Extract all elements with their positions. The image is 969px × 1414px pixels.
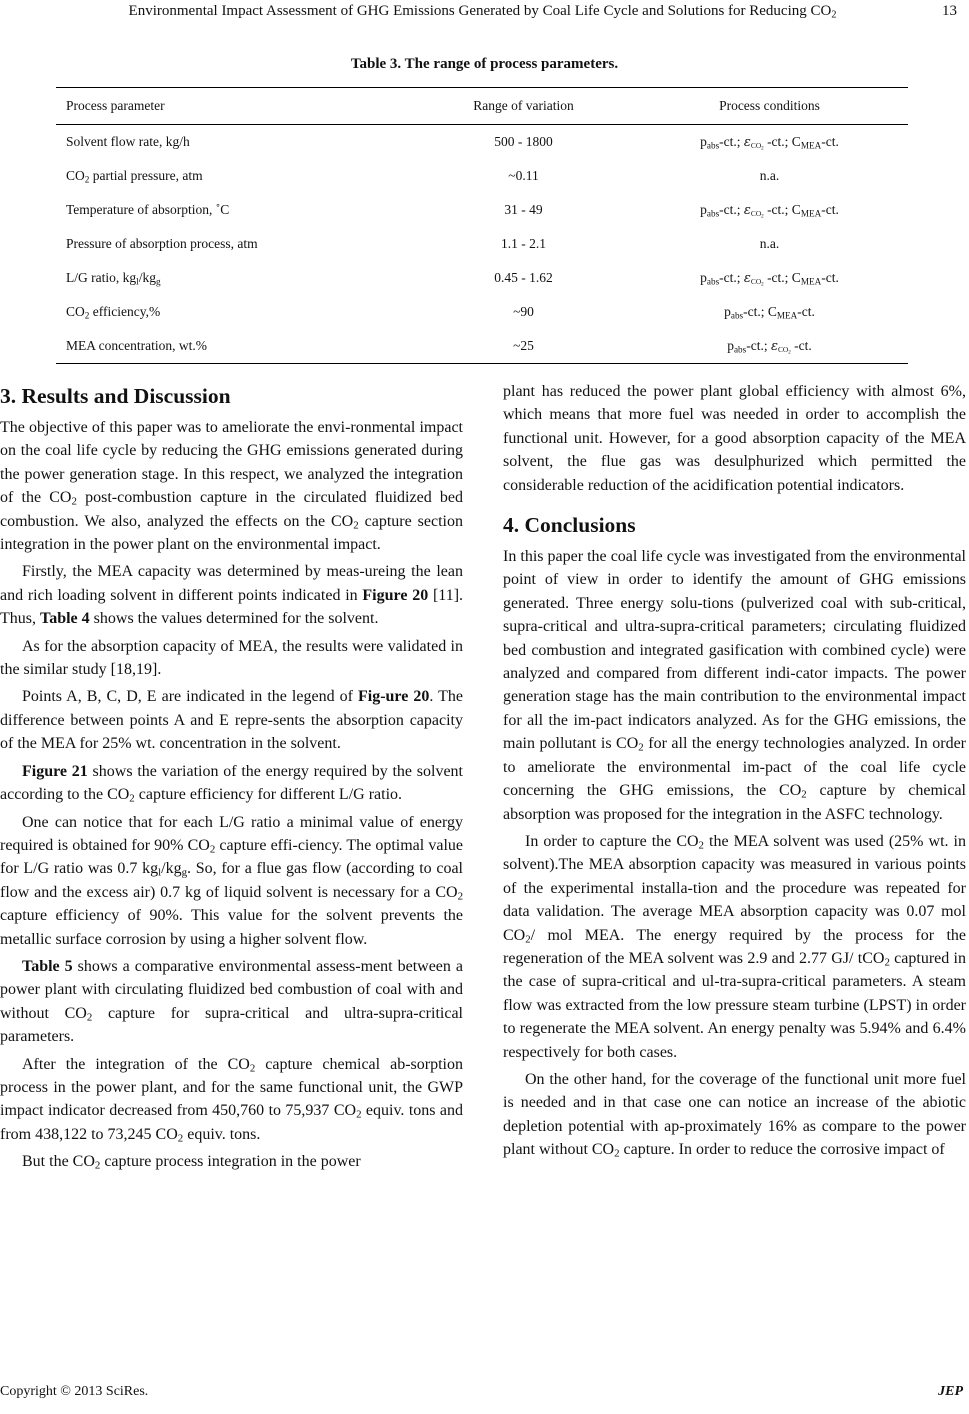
table-row xyxy=(56,193,908,227)
text-run: shows a comparative environmental assess-ment between a power plant with circulating fluidized bed combustion of coal with and without CO xyxy=(0,957,463,1022)
cell-parameter xyxy=(56,236,416,252)
cond-subscript: CO xyxy=(750,140,762,150)
body-paragraph xyxy=(0,635,463,682)
text-run: captured in the case of supra-critical and ul-tra-supra-critical parameters. A steam flow was extracted from the low pressure steam turbine (LPST) in order to regenerate the MEA solvent. An energy penalty was 5.94% and 6.4% respectively for both cases. xyxy=(503,949,966,1061)
cond-text: -ct.; C xyxy=(763,202,801,217)
text-run: . So, for a flue gas flow (according to coal flow and the excess air) 0.7 kg of liquid solvent is necessary for a CO xyxy=(0,860,464,901)
cond-subscript xyxy=(751,141,764,150)
param-subscript: l xyxy=(136,276,139,287)
cond-text: -ct.; xyxy=(719,270,744,285)
subscript: 2 xyxy=(249,1062,256,1075)
right-column xyxy=(503,380,966,1166)
process-parameters-table xyxy=(56,87,908,364)
text-run: . The difference between points A and E repre-sents the absorption capacity of the MEA for 25% wt. concentration in the solvent. xyxy=(0,688,463,753)
text-run: capture for supra-critical and ultra-supra-critical parameters. xyxy=(0,1004,463,1046)
subscript: l xyxy=(158,867,162,880)
cell-conditions xyxy=(631,236,908,252)
cond-text: p xyxy=(727,338,734,353)
epsilon-symbol: ε xyxy=(770,339,778,354)
cond-text: p xyxy=(700,134,707,149)
cond-subscript: MEA xyxy=(800,276,822,287)
continuation-paragraph: plant has reduced the power plant global efficiency with almost 6%, which means that more fuel was needed in order to accomplish the functional unit. However, for a good absorption capacity of the MEA solvent, the flue gas was desulphurized which permitted the considerable reduction of the acidification potential indicators. xyxy=(503,383,966,494)
text-run: /kg xyxy=(161,860,182,878)
footer-journal: JEP xyxy=(938,1384,963,1399)
text-run: capture. In order to reduce the corrosive impact of xyxy=(619,1141,945,1159)
table-caption: Table 3. The range of process parameters. xyxy=(350,56,619,72)
cell-conditions xyxy=(631,304,908,320)
cell-parameter xyxy=(56,202,416,218)
cell-parameter xyxy=(56,338,416,354)
text-run: After the integration of the CO xyxy=(22,1055,250,1073)
table-bottom-rule xyxy=(56,363,908,364)
param-text: L/G ratio, kg xyxy=(66,270,137,285)
body-paragraph xyxy=(0,955,463,1049)
figure-reference: Figure 21 xyxy=(22,762,88,780)
cond-text: p xyxy=(724,304,731,319)
cond-subscript: MEA xyxy=(800,208,822,219)
text-run: for all the energy technologies analyzed. In order to ameliorate the environmental im-pact of the coal life cycle concerning the GHG emissions, the CO xyxy=(503,735,966,800)
body-paragraph xyxy=(0,811,463,951)
epsilon-symbol: ε xyxy=(743,135,751,150)
table-row xyxy=(56,159,908,193)
cond-text: -ct.; xyxy=(719,134,744,149)
cond-subscript: abs xyxy=(733,344,747,355)
cond-subscript: 2 xyxy=(761,146,764,152)
subscript: 2 xyxy=(356,1109,362,1122)
cond-text: -ct. xyxy=(821,270,839,285)
cond-text: -ct.; C xyxy=(763,270,801,285)
table-row xyxy=(56,125,908,159)
figure-reference: Table 5 xyxy=(22,957,73,975)
header-process-conditions: Process conditions xyxy=(719,98,820,113)
cell-conditions xyxy=(631,134,908,150)
subscript: 2 xyxy=(86,1011,93,1024)
body-paragraph xyxy=(503,830,966,1064)
cell-range: ~25 xyxy=(513,338,534,353)
cond-subscript: 2 xyxy=(788,350,791,356)
cond-text: p xyxy=(700,270,707,285)
cond-text: -ct.; C xyxy=(743,304,777,319)
cond-text: -ct.; C xyxy=(763,134,801,149)
cell-range: ~90 xyxy=(513,304,534,319)
cond-subscript xyxy=(751,209,764,218)
running-header-title: Environmental Impact Assessment of GHG Emissions Generated by Coal Life Cycle and Solutions for Reducing $CO_2$ xyxy=(128,3,837,21)
cell-conditions xyxy=(631,338,908,354)
cond-subscript xyxy=(751,277,764,286)
cond-subscript: CO xyxy=(777,344,789,354)
subscript: 2 xyxy=(525,933,531,946)
epsilon-symbol: ε xyxy=(743,271,751,286)
subscript: 2 xyxy=(698,839,704,852)
cond-text: -ct.; xyxy=(719,202,744,217)
table-body xyxy=(56,125,908,363)
cond-subscript: 2 xyxy=(761,282,764,288)
cond-subscript: CO xyxy=(750,208,762,218)
text-run: [11]. Thus, xyxy=(0,586,464,628)
table-row xyxy=(56,295,908,329)
cond-text: -ct. xyxy=(821,134,839,149)
cond-text: -ct. xyxy=(797,304,815,319)
subscript: 2 xyxy=(209,843,216,856)
subscript: 2 xyxy=(94,1159,101,1172)
text-run: shows the variation of the energy required by the solvent according to the CO xyxy=(0,762,464,804)
figure-reference: Table 4 xyxy=(40,610,90,628)
cell-range: 1.1 - 2.1 xyxy=(501,236,546,251)
text-run: But the CO xyxy=(22,1153,95,1171)
param-text: Pressure of absorption process, atm xyxy=(66,236,258,251)
text-run: capture chemical ab-sorption process in the power plant, and for the same functional unit, the GWP impact indicator decreased from 450,760 to 75,937 CO xyxy=(0,1055,463,1120)
subscript: 2 xyxy=(614,1147,620,1160)
cell-parameter xyxy=(56,270,416,286)
subscript: 2 xyxy=(884,956,890,969)
param-subscript: 2 xyxy=(84,174,90,185)
text-run: post-combustion capture in the circulated fluidized bed combustion. We also, analyzed the effects on the CO xyxy=(0,489,463,530)
text-run: capture process integration in the power xyxy=(100,1153,361,1171)
param-text: partial pressure, atm xyxy=(89,168,203,183)
header-process-parameter: Process parameter xyxy=(66,98,165,113)
param-text: CO xyxy=(66,304,85,319)
cond-na: n.a. xyxy=(759,236,780,251)
text-run: capture efficiency for different L/G ratio. xyxy=(134,786,403,804)
body-paragraph xyxy=(0,685,463,755)
text-run: On the other hand, for the coverage of the functional unit more fuel is needed and in that case one can notice an increase of the abiotic depletion potential with ap-proximately 16% as compare to the power plant without CO xyxy=(503,1070,966,1159)
body-paragraph xyxy=(0,760,463,807)
cond-subscript: MEA xyxy=(800,140,822,151)
cell-range: 31 - 49 xyxy=(504,202,543,217)
cell-conditions xyxy=(631,270,908,286)
cond-subscript: abs xyxy=(706,208,720,219)
cell-range: 0.45 - 1.62 xyxy=(494,270,553,285)
param-subscript: g xyxy=(155,276,161,287)
cond-na: n.a. xyxy=(759,168,780,183)
body-paragraph xyxy=(0,1053,463,1147)
param-text: MEA concentration, wt.% xyxy=(66,338,207,353)
right-paragraphs xyxy=(503,545,966,1162)
header-range-of-variation: Range of variation xyxy=(473,98,574,113)
subscript: 2 xyxy=(129,792,135,805)
param-text: Solvent flow rate, kg/h xyxy=(66,134,190,149)
table-row xyxy=(56,227,908,261)
text-run: equiv. tons. xyxy=(183,1125,261,1143)
subscript: 2 xyxy=(638,742,644,754)
text-run: / mol MEA. The energy required by the process for the regeneration of the MEA solvent was 2.9 and 2.77 GJ/ tCO xyxy=(503,926,966,967)
cell-parameter xyxy=(56,134,416,150)
param-text: CO xyxy=(66,168,85,183)
subscript: 2 xyxy=(71,495,77,508)
cell-parameter xyxy=(56,304,416,320)
table-row xyxy=(56,261,908,295)
text-run: In order to capture the CO xyxy=(525,832,699,850)
cell-parameter xyxy=(56,168,416,184)
cond-subscript xyxy=(778,345,791,354)
text-run: capture section integration in the power plant on the environmental impact. xyxy=(0,512,463,554)
param-text: efficiency,% xyxy=(89,304,161,319)
subscript: g xyxy=(181,867,188,880)
section-heading-results: 3. Results and Discussion xyxy=(0,384,231,408)
cell-conditions xyxy=(631,168,908,184)
text-run: In this paper the coal life cycle was investigated from the environmental point of view in order to identify the amount of GHG emissions generated. Three energy solu-tions (pulverized coal with sub-critical, supra-critical and ultra-supra-critical parameters; circulating fluidized bed combustion and integrated gasification with combined cycle) were analyzed and compared from different indi-cator impacts. The power generation stage has the main contribution to the environmental impact for all the im-pact indicators analyzed. As for the GHG emissions, the main pollutant is CO xyxy=(503,548,966,753)
cond-text: p xyxy=(700,202,707,217)
text-run: The objective of this paper was to ameliorate the envi-ronmental impact on the coal life cycle by reducing the GHG emissions generated during the power generation stage. In this respect, we analyzed the integration of the CO xyxy=(0,419,463,507)
left-paragraphs xyxy=(0,416,463,1174)
cell-conditions xyxy=(631,202,908,218)
cond-subscript: abs xyxy=(706,276,720,287)
body-paragraph xyxy=(0,1150,463,1173)
cond-text: -ct. xyxy=(790,338,812,353)
text-run: capture efficiency of 90%. This value for the solvent prevents the metallic surface corrosion by using a higher solvent flow. xyxy=(0,907,463,948)
text-run: As for the absorption capacity of MEA, the results were validated in the similar study [18,19]. xyxy=(0,637,463,679)
body-paragraph xyxy=(503,1068,966,1162)
text-run: Firstly, the MEA capacity was determined by meas-ureing the lean and rich loading solvent in different points indicated in xyxy=(0,563,463,604)
figure-reference: Figure 20 xyxy=(362,586,429,604)
footer-copyright: Copyright © 2013 SciRes. xyxy=(0,1384,149,1399)
section-heading-conclusions: 4. Conclusions xyxy=(503,513,636,538)
cond-subscript: abs xyxy=(730,310,744,321)
cond-text: -ct.; xyxy=(746,338,771,353)
text-run: capture effi-ciency. The optimal value for L/G ratio was 0.7 kg xyxy=(0,836,463,878)
epsilon-symbol: ε xyxy=(743,203,751,218)
cond-text: -ct. xyxy=(821,202,839,217)
text-run: shows the values determined for the solvent. xyxy=(89,610,379,628)
table-row xyxy=(56,329,908,363)
body-paragraph xyxy=(0,416,463,556)
cell-range: 500 - 1800 xyxy=(494,134,553,149)
cond-subscript: abs xyxy=(706,140,720,151)
param-text: Temperature of absorption, ˚C xyxy=(66,202,230,217)
text-run: capture by chemical absorption was proposed for the integration in the ASFC technology. xyxy=(503,782,966,823)
text-run: One can notice that for each L/G ratio a minimal value of energy required is obtained for 90% CO xyxy=(0,813,463,854)
cond-subscript: 2 xyxy=(761,214,764,220)
cell-range: ~0.11 xyxy=(508,168,539,183)
subscript: 2 xyxy=(177,1132,184,1145)
param-subscript: 2 xyxy=(84,310,90,321)
table-header-row xyxy=(56,88,908,124)
text-run: Points A, B, C, D, E are indicated in the legend of xyxy=(22,688,358,706)
subscript: 2 xyxy=(353,519,359,532)
figure-reference: Fig-ure 20 xyxy=(357,688,430,706)
body-paragraph xyxy=(0,560,463,630)
left-column xyxy=(0,380,463,1178)
text-run: the MEA solvent was used (25% wt. in solvent).The MEA absorption capacity was measured in various points of the experimental installa-tion and the procedure was repeated for data validation. The average MEA absorption capacity was 0.07 mol CO xyxy=(503,832,966,944)
subscript: 2 xyxy=(801,788,807,801)
text-run: equiv. tons and from 438,122 to 73,245 CO xyxy=(0,1102,464,1143)
page-number: 13 xyxy=(942,3,957,19)
subscript: 2 xyxy=(457,890,463,903)
cond-subscript: MEA xyxy=(776,310,798,321)
cond-subscript: CO xyxy=(750,276,762,286)
param-text: /kg xyxy=(138,270,156,285)
body-paragraph xyxy=(503,545,966,826)
